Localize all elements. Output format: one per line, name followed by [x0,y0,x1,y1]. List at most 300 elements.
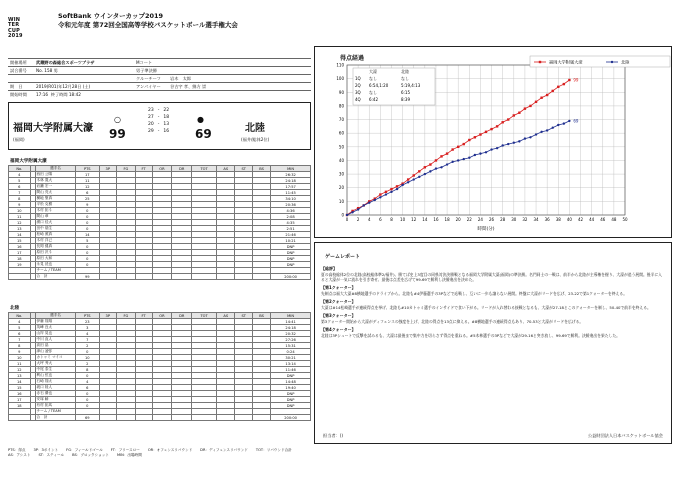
x-tick-label: 46 [600,217,606,222]
logo-line: CUP [8,27,20,34]
player-number: 6 [9,331,31,337]
player-number: 13 [9,226,31,232]
player-name: 坂口 陸人 [36,385,76,391]
x-tick-label: 8 [390,217,393,222]
data-point [518,140,520,142]
data-point [485,131,487,133]
logo-line: 2019 [8,33,23,40]
away-section-label: 北陸 [10,306,20,311]
legend-item: PTS：得点 [8,448,26,452]
player-points: 12 [76,184,99,190]
crew: 岩木 太郎 [168,75,311,83]
player-number: 19 [9,262,31,268]
stat-header: 3P [99,313,117,319]
data-point [474,136,476,138]
player-minutes: 14:41 [271,319,311,325]
x-tick-label: 6 [379,217,382,222]
y-tick-label: 10 [338,198,344,204]
player-name: 平松 克樹 [36,202,76,208]
data-point [401,184,403,186]
player-name: 松崎 照真 [36,232,76,238]
start-label: 開始時間 [8,91,34,99]
home-section-label: 福岡大学附属大濠 [10,159,47,164]
data-point [390,191,392,193]
x-tick-label: 0 [345,217,349,222]
player-name: 有村 拓馬 [36,403,76,409]
legend-label: 福岡大学附属大濠 [549,59,583,65]
stat-cell [235,415,253,421]
player-number: 11 [9,214,31,220]
player-minutes: 2:51 [271,226,311,232]
x-tick-label: 26 [489,217,495,222]
stat-header: ST [235,166,253,172]
player-name: 英峰 良太 [36,325,76,331]
end-label: 終了時間 [50,91,68,97]
player-minutes: 27:26 [271,337,311,343]
y-tick-label: 30 [338,171,344,177]
data-point [396,188,398,190]
player-minutes: 2:08 [271,214,311,220]
legend-item: BS：ブロックショット [72,453,109,457]
data-point [435,159,437,161]
player-minutes: 24:18 [271,178,311,184]
stat-header: FT [135,313,152,319]
x-tick-label: 4 [367,217,371,222]
legend-item: TOT：リバウンド合計 [255,448,292,452]
stat-header: OR [152,313,172,319]
data-point [413,174,415,176]
data-point [563,83,565,85]
player-number: 15 [9,238,31,244]
player-number: 18 [9,256,31,262]
y-tick-label: 0 [341,212,344,218]
player-name: 利山 弦也 [36,373,76,379]
player-minutes: 4:35 [271,220,311,226]
stat-header: AS [217,313,235,319]
x-tick-label: 24 [477,217,483,222]
data-point [557,124,559,126]
lead-table-header: 北陸 [401,69,409,74]
player-points: 25 [76,196,99,202]
wintercup-logo [8,18,26,40]
period-home: 20 [148,122,154,127]
player-name: 山岸 晃也 [36,331,76,337]
date: 2019(R01)年12月28日 (土) [34,83,134,91]
player-points: 6 [76,385,99,391]
y-tick-label: 60 [338,130,344,136]
legend-item: FT：フリースロー [110,448,140,452]
game-report [314,242,672,444]
lead-table-cell: 2Q [355,83,361,88]
player-minutes: 20:32 [271,331,311,337]
end-label: 69 [573,118,579,124]
umpires-label: アンパイヤー [134,83,168,91]
team-row-label: チーム / TEAM [36,409,76,415]
stat-header: 選手名 [36,166,76,172]
report-footer-right: 公益財団法人日本バスケットボール協会 [587,433,663,438]
venue: 武蔵野の森総合スポーツプラザ [34,59,134,67]
lead-table-cell: 3Q [355,90,361,95]
report-footer-left: 担当者：() [323,433,344,438]
player-points: 0 [76,397,99,403]
x-tick-label: 30 [511,217,517,222]
x-tick-label: 12 [411,217,417,222]
player-minutes: DNP [271,403,311,409]
y-tick-label: 20 [338,185,344,191]
data-point [529,136,531,138]
report-heading: 【第3クォーター】 [321,313,356,318]
player-points: 0 [76,391,99,397]
player-minutes: 19:40 [271,385,311,391]
data-point [390,188,392,190]
data-point [535,133,537,135]
data-point [463,158,465,160]
player-minutes: 26:32 [271,172,311,178]
player-number: 10 [9,355,31,361]
home-team-region: (福岡) [13,137,25,142]
player-name: 木村 拓斗 [36,208,76,214]
data-point [513,114,515,116]
stat-header: DR [172,313,192,319]
player-name: 中川 直人 [36,337,76,343]
data-point [418,176,420,178]
lead-table-cell: 6:54,1:20 [369,83,389,88]
period-away: 18 [163,115,170,120]
player-minutes: 14:48 [271,379,311,385]
player-name: 原田 沢斗 [36,250,76,256]
data-point [501,144,503,146]
legend-marker [539,61,541,63]
player-name: 大坪 秀大 [36,361,76,367]
data-point [501,121,503,123]
stat-header: TOT [192,166,217,172]
data-point [524,107,526,109]
end-time: 18:42 [68,91,81,97]
player-minutes: 24:18 [271,325,311,331]
stat-header: DR [172,166,192,172]
x-tick-label: 32 [522,217,528,222]
y-tick-label: 90 [338,89,344,95]
data-point [418,170,420,172]
player-points: 14 [76,232,99,238]
stat-header: FG [117,166,136,172]
player-number: 5 [9,325,31,331]
stat-header: AS [217,166,235,172]
stat-header: No. [9,166,31,172]
player-minutes: 21:46 [271,232,311,238]
period-home: 29 [148,129,154,134]
home-score: 99 [109,127,126,141]
game-no: No. 158 男 [34,67,134,75]
report-paragraph: 夏の高校総体2位の北陸(高校総体準2/福井)、勝てば史上3度目の同県対決決勝戦となる福岡大学附属大濠(福岡)の準決勝。名門同士の一戦は、前半から北陸が主導権を握り、大濠が追う展開。後半に入ると大濠が一気に流れを引き寄せ、最後は点差を広げて99-69で勝利し決勝進出を決めた。 [321,272,662,282]
stat-header: FT [135,166,152,172]
stat-header: 3P [99,166,117,172]
report-paragraph: 先制点は福大大濠#8横地選手のドライブから。北陸も#4伊藤選手の3Pなどで応戦し、互いに一歩も譲らない展開。終盤に大濠がリードを広げ、23-22で第1クォーターを終える。 [321,291,628,296]
crew-label: クルーチーフ [134,75,168,83]
player-points: 0 [76,262,99,268]
stat-header: No. [9,313,31,319]
player-name: 田中 瑞生 [36,226,76,232]
data-point [490,148,492,150]
total-points: 69 [76,415,99,421]
legend-item: 3P：3ポイント [33,448,59,452]
score-box [8,102,311,150]
stat-header: FG [117,313,136,319]
period-home: 23 [148,108,154,113]
period-away: 22 [163,108,170,113]
away-loss-marker: ● [197,115,204,124]
player-minutes: 11:45 [271,190,311,196]
total-points: 99 [76,274,99,280]
page-title: SoftBank ウインターカップ2019 [58,12,164,20]
stat-cell [135,274,152,280]
player-name: 石崎 翔太 [36,379,76,385]
player-points: 7 [76,337,99,343]
data-point [557,86,559,88]
stat-header: MIN [271,166,311,172]
data-point [413,178,415,180]
x-tick-label: 14 [422,217,428,222]
data-point [540,131,542,133]
stat-header: 選手名 [36,313,76,319]
stat-cell [9,274,31,280]
player-name: 中尾 泰生 [36,367,76,373]
period-away: 13 [163,122,170,127]
player-number: 7 [9,190,31,196]
player-number: 7 [9,337,31,343]
stat-header: BS [253,313,271,319]
player-minutes: 17:57 [271,184,311,190]
x-tick-label: 22 [466,217,472,222]
data-point [485,151,487,153]
player-number: 10 [9,208,31,214]
stat-cell [9,415,31,421]
data-point [346,214,348,216]
player-points: 0 [76,373,99,379]
logo-line: WIN [8,17,21,23]
player-points: 5 [76,238,99,244]
y-tick-label: 80 [338,103,344,109]
x-tick-label: 38 [555,217,561,222]
player-name: 長岡 健真 [36,244,76,250]
report-heading: 【第4クォーター】 [321,327,356,332]
data-point [496,125,498,127]
period-scores: 23 - 22 27 - 18 20 - 13 29 - 16 [148,108,170,134]
player-number: 14 [9,379,31,385]
page-subtitle: 令和元年度 第72回全国高等学校バスケットボール選手権大会 [58,21,238,29]
player-number: 13 [9,373,31,379]
data-point [468,139,470,141]
x-tick-label: 48 [611,217,617,222]
x-tick-label: 10 [400,217,406,222]
stat-cell [172,274,192,280]
player-minutes: DNP [271,244,311,250]
legend-item: MIN：出場時間 [116,453,142,457]
player-minutes: 34:10 [271,196,311,202]
y-tick-label: 70 [338,117,344,123]
player-number: 16 [9,244,31,250]
data-point [429,170,431,172]
legend-label: 北陸 [621,59,630,65]
data-point [457,146,459,148]
lead-table-cell: 1Q [355,76,361,81]
data-point [552,127,554,129]
lead-table-cell: 4Q [355,97,361,102]
player-name: 木村 洋己 [36,238,76,244]
report-heading: 【総評】 [321,266,337,271]
game-no-label: 試合番号 [8,67,34,75]
venue-label: 開催場所 [8,59,34,67]
stat-cell [135,415,152,421]
data-point [535,101,537,103]
stat-cell [117,415,136,421]
player-minutes: 0:24 [271,349,311,355]
player-points: 23 [76,319,99,325]
data-point [496,147,498,149]
round: 男子準決勝 [134,67,311,75]
legend-marker [611,61,613,63]
lead-table [353,68,435,105]
data-point [568,79,570,81]
player-name: 伊藤 翔翔 [36,319,76,325]
y-tick-label: 110 [336,62,344,68]
data-point [374,199,376,201]
data-point [463,143,465,145]
total-minutes: 200:00 [271,415,311,421]
player-points: 3 [76,325,99,331]
player-points: 0 [76,208,99,214]
legend-item: DR：ディフェンスリバウンド [200,448,248,452]
stat-cell [99,274,117,280]
start-time: 17:16 [36,91,49,97]
report-paragraph: 大濠は#14松崎選手が連続得点を挙げ、北陸も#10カトゥミ選手のインサイドで食い下がる。リードが入れ替わる接戦となるも、大濠が27-18とこのクォーターを制し、50-40で前半を終える。 [321,305,651,310]
away-stats-table [8,312,311,421]
player-points: 0 [76,244,99,250]
court: Mコート [134,59,311,67]
player-name: 横地 聖真 [36,196,76,202]
period-home: 27 [148,115,154,120]
logo-line: TER [8,22,20,29]
chart-title: 得点経過 [340,55,365,62]
x-tick-label: 50 [622,217,628,222]
away-score: 69 [195,127,212,141]
data-point [546,94,548,96]
report-heading: 【第2クォーター】 [321,299,356,304]
player-number: 16 [9,391,31,397]
stat-cell [253,415,271,421]
legend-item: OR：オフェンスリバウンド [147,448,193,452]
data-point [518,112,520,114]
player-points: 11 [76,178,99,184]
data-point [368,202,370,204]
away-team-region: (福井/総体2位) [241,137,270,142]
player-number: 18 [9,403,31,409]
player-points: 2 [76,361,99,367]
stat-cell [99,415,117,421]
stat-cell [152,274,172,280]
date-label: 期 日 [8,83,34,91]
player-minutes: 13:14 [271,361,311,367]
player-name: 間山 章 [36,214,76,220]
player-points: 0 [76,220,99,226]
player-points: 0 [76,256,99,262]
lead-table-cell: 5:19,4:13 [401,83,421,88]
player-name: 安塚 瞬 [36,397,76,403]
player-name: 間山 亮太 [36,190,76,196]
player-minutes: DNP [271,256,311,262]
stat-header: PTS [76,313,99,319]
player-name: 津山 凌弥 [36,349,76,355]
player-points: 8 [76,367,99,373]
player-minutes: 15:31 [271,343,311,349]
data-point [507,143,509,145]
stat-cell [192,274,217,280]
data-point [529,105,531,107]
data-point [396,185,398,187]
player-minutes: DNP [271,373,311,379]
umpires: 谷古宇 孝、綿方 崇 [168,83,311,91]
player-name: 木林 寛大 [36,178,76,184]
home-team-name: 福岡大学附属大濠 [13,123,93,134]
data-point [446,152,448,154]
player-name: 赤石 優也 [36,391,76,397]
player-points: 10 [76,355,99,361]
home-win-marker: ○ [114,115,121,124]
legend-item: AS：アシスト [8,453,31,457]
stat-header: BS [253,166,271,172]
player-points: 0 [76,226,99,232]
game-info-table [8,58,311,99]
report-heading: 【第1クォーター】 [321,285,356,290]
lead-table-cell: 6:42 [369,97,378,102]
player-number: 11 [9,361,31,367]
player-minutes: DNP [271,250,311,256]
data-point [424,173,426,175]
data-point [379,193,381,195]
player-points: 0 [76,250,99,256]
stat-header: MIN [271,313,311,319]
lead-table-cell: なし [369,90,377,95]
stat-cell [217,415,235,421]
x-tick-label: 36 [544,217,550,222]
player-minutes: DNP [271,391,311,397]
player-name: 高田 晶 [36,343,76,349]
data-point [407,181,409,183]
data-point [451,161,453,163]
report-body [321,266,665,338]
player-name: 原田 大和 [36,256,76,262]
lead-table-cell: なし [401,76,409,81]
player-number: 15 [9,385,31,391]
lead-table-header: 大濠 [369,69,377,74]
stats-legend [8,448,311,458]
stat-header: OR [152,166,172,172]
data-point [429,163,431,165]
player-number: 12 [9,220,31,226]
player-minutes: 4:36 [271,208,311,214]
player-points: 4 [76,379,99,385]
player-points: 6 [76,190,99,196]
data-point [474,154,476,156]
player-points: 2 [76,343,99,349]
stat-cell [152,415,172,421]
y-tick-label: 40 [338,157,344,163]
data-point [362,204,364,206]
data-point [552,90,554,92]
data-point [468,157,470,159]
data-point [479,152,481,154]
data-point [446,163,448,165]
